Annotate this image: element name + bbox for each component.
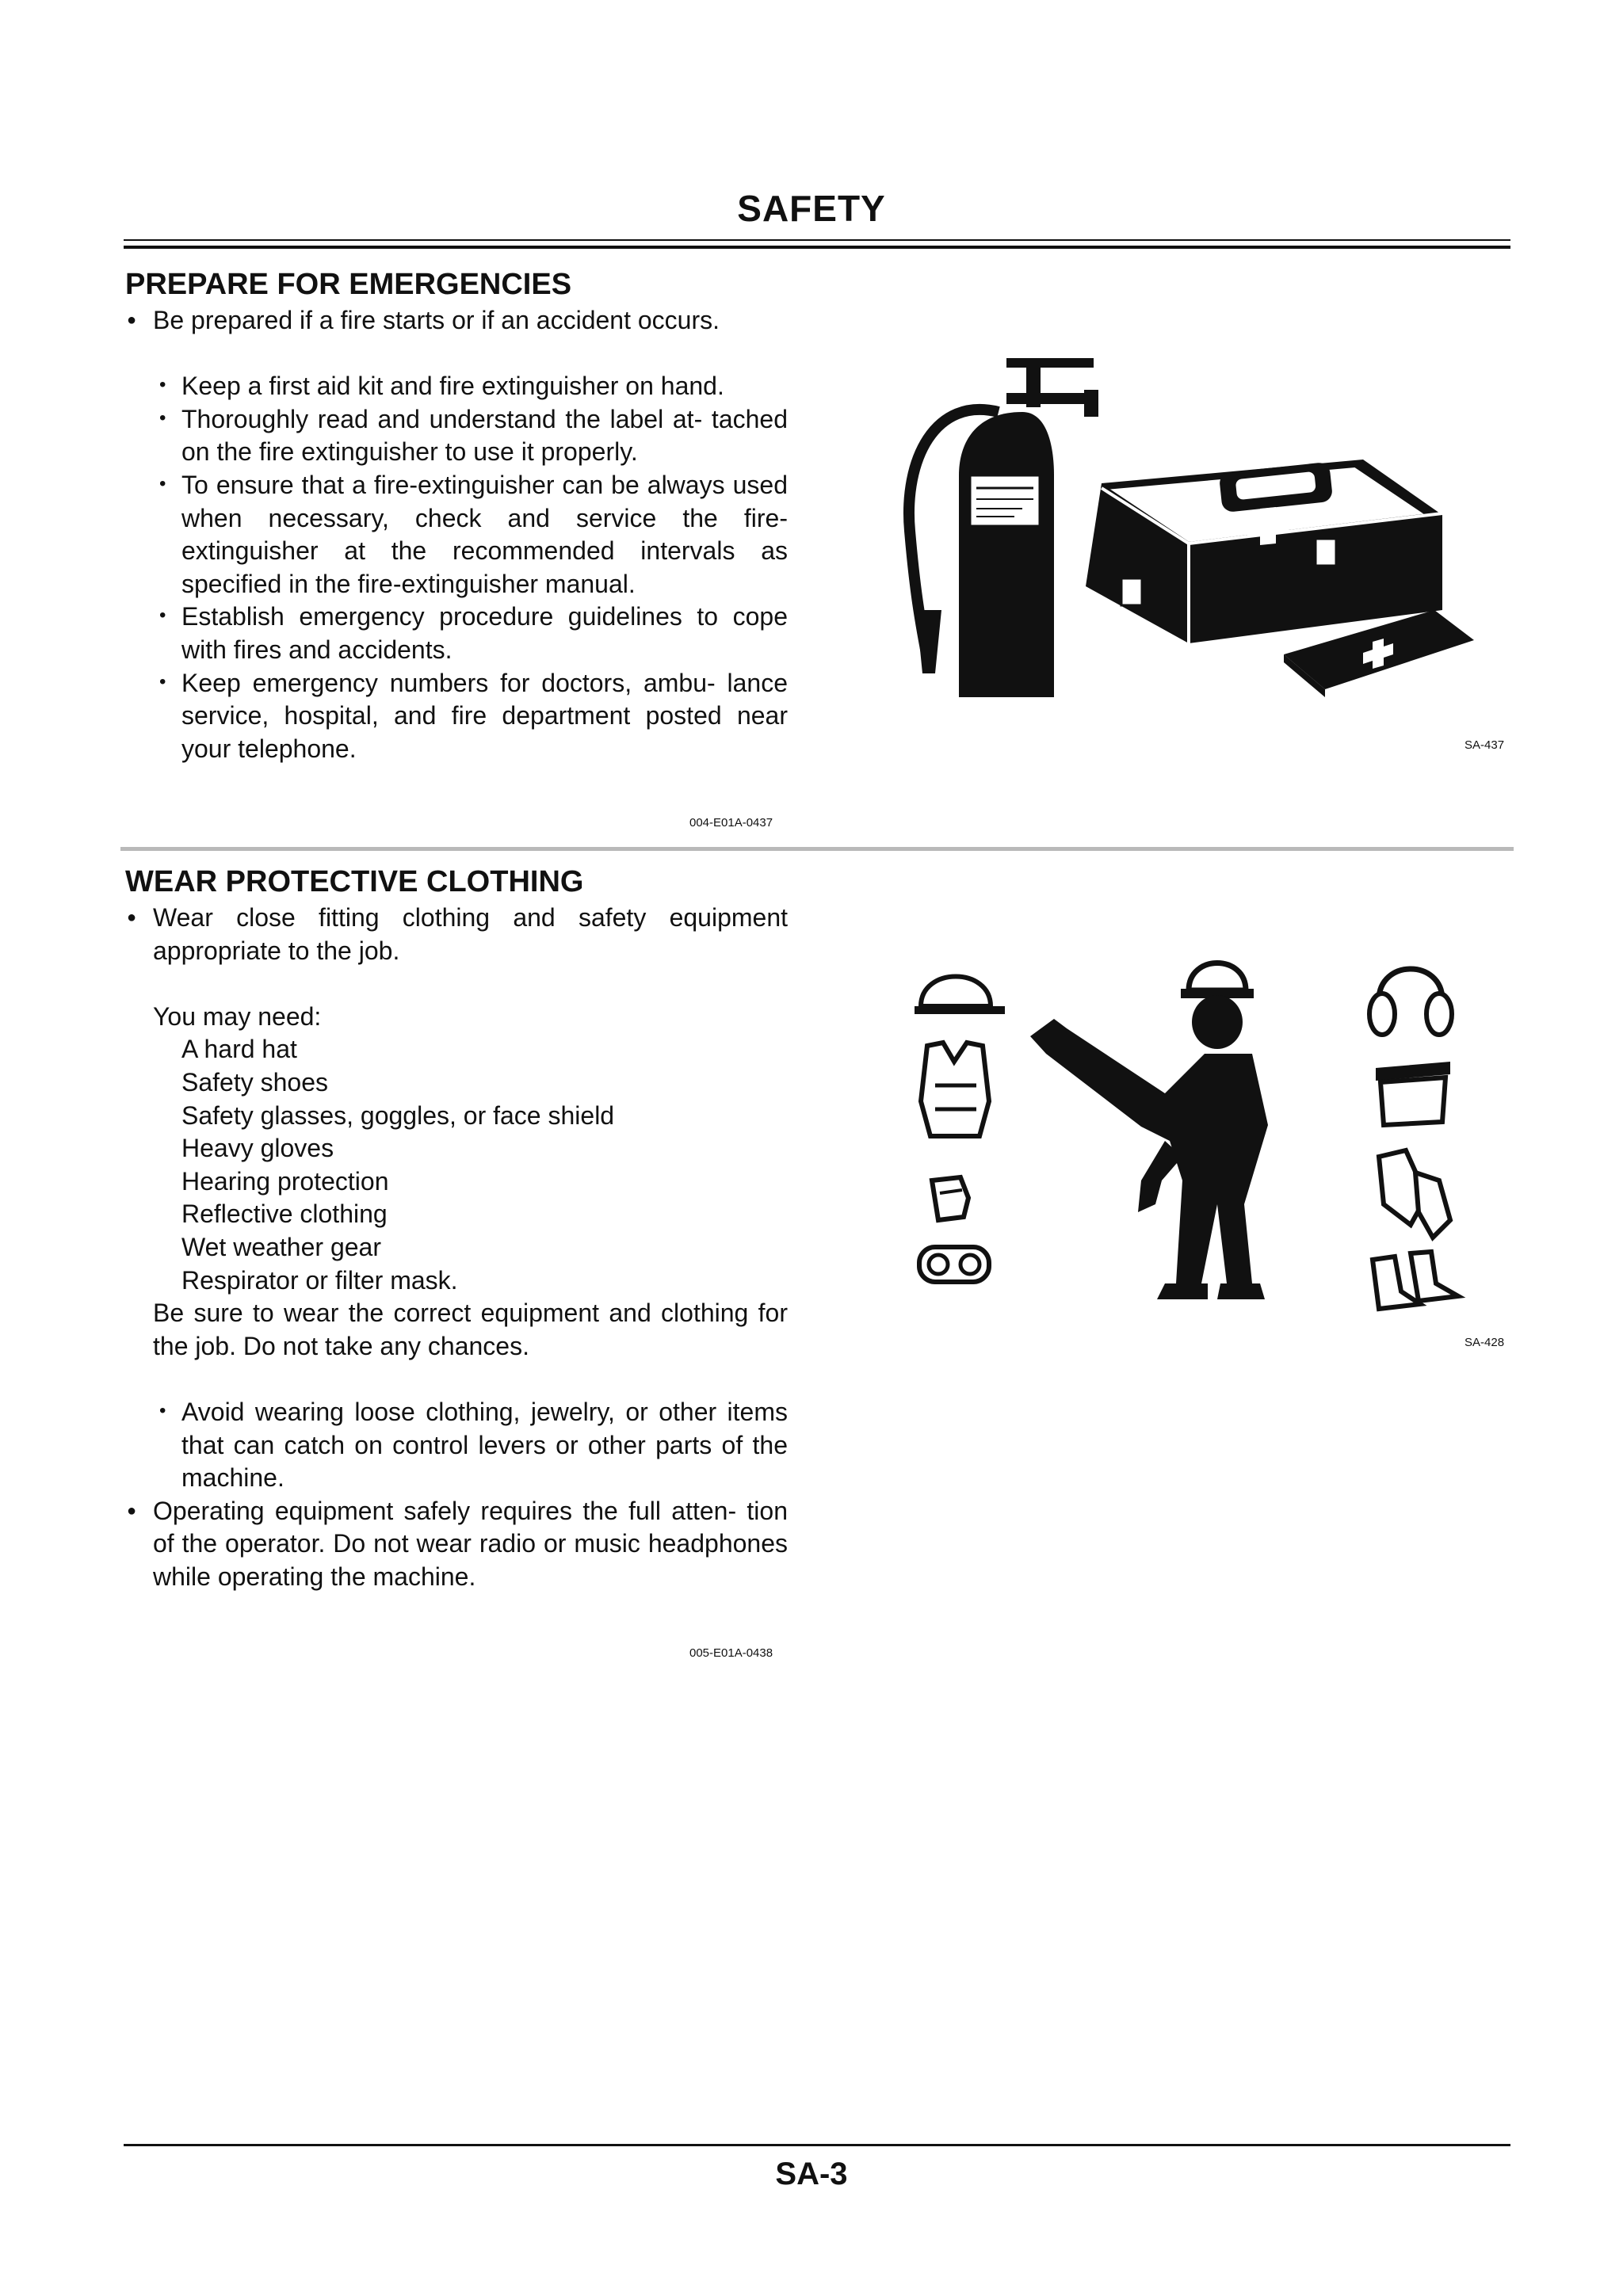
face-shield-icon (1376, 1062, 1450, 1125)
extinguisher-cylinder (959, 412, 1054, 697)
hose-nozzle (916, 610, 941, 673)
reflective-vest-icon (921, 1043, 989, 1136)
list-item: • Establish emergency procedure guidelines to cope with fires and accidents. (125, 601, 788, 666)
list-item: Hearing protection (181, 1166, 389, 1196)
intro-bullet: ● Wear close fitting clothing and safety equipment appropriate to the job. (125, 902, 788, 967)
list-item: Heavy gloves (181, 1134, 334, 1163)
footer-rule (124, 2144, 1510, 2146)
list-item: • Avoid wearing loose clothing, jewelry, or other items that can catch on control levers or other parts of the machine. (125, 1396, 788, 1495)
worker-figure (1030, 963, 1268, 1300)
header-rule (124, 239, 1510, 241)
list-item: Reflective clothing (181, 1199, 388, 1229)
list-item: Wet weather gear (181, 1232, 381, 1261)
list-item: Safety glasses, goggles, or face shield (181, 1100, 615, 1130)
filter-mask-icon (932, 1177, 968, 1220)
list-item: • Keep emergency numbers for doctors, ambu- lance service, hospital, and fire department posted near your telephone. (125, 667, 788, 766)
extinguisher-lever (1006, 393, 1094, 404)
doc-code: 005-E01A-0438 (689, 1646, 773, 1660)
doc-code: 004-E01A-0437 (689, 816, 773, 830)
list-item: • Keep a first aid kit and fire extinguisher on hand. (125, 370, 788, 403)
section-heading-emergencies: PREPARE FOR EMERGENCIES (125, 268, 572, 301)
list-item: Respirator or filter mask. (181, 1265, 458, 1295)
extinguisher-handle (1006, 358, 1094, 368)
hard-hat-icon (915, 977, 1005, 1015)
header-rule-thick (124, 246, 1510, 249)
section-body-emergencies (125, 304, 788, 765)
list-item: • Thoroughly read and understand the label at- tached on the fire extinguisher to use it properly. (125, 403, 788, 469)
section-body-protective-clothing (125, 902, 788, 1593)
goggles-icon (919, 1247, 989, 1282)
list-item: Safety shoes (181, 1067, 328, 1097)
fire-extinguisher-first-aid-illustration (888, 349, 1474, 721)
section-separator (120, 847, 1514, 851)
extinguisher-label (970, 475, 1040, 526)
figure-id: SA-437 (1465, 738, 1505, 752)
figure-id: SA-428 (1465, 1336, 1505, 1349)
safety-shoes-icon (1373, 1252, 1458, 1309)
list-item: A hard hat (181, 1035, 297, 1064)
may-need-label: You may need: (153, 1001, 322, 1031)
page-title: SAFETY (737, 188, 886, 229)
list-item: • To ensure that a fire-extinguisher can be always used when necessary, check and service the fire-extinguisher at the recommended intervals as specified in the fire-extinguisher manual. (125, 469, 788, 601)
advice-text: Be sure to wear the correct equipment and clothing for the job. Do not take any chances. (153, 1299, 788, 1360)
hearing-protection-icon (1369, 969, 1452, 1035)
intro-bullet: ● Be prepared if a fire starts or if an accident occurs. (125, 304, 788, 338)
section-heading-protective-clothing: WEAR PROTECTIVE CLOTHING (125, 865, 584, 898)
protective-equipment-illustration (903, 943, 1474, 1315)
heavy-gloves-icon (1379, 1150, 1450, 1238)
final-bullet: ● Operating equipment safely requires the full atten- tion of the operator. Do not wear radio or music headphones while operating the machine. (125, 1495, 788, 1594)
page-number: SA-3 (775, 2157, 848, 2191)
